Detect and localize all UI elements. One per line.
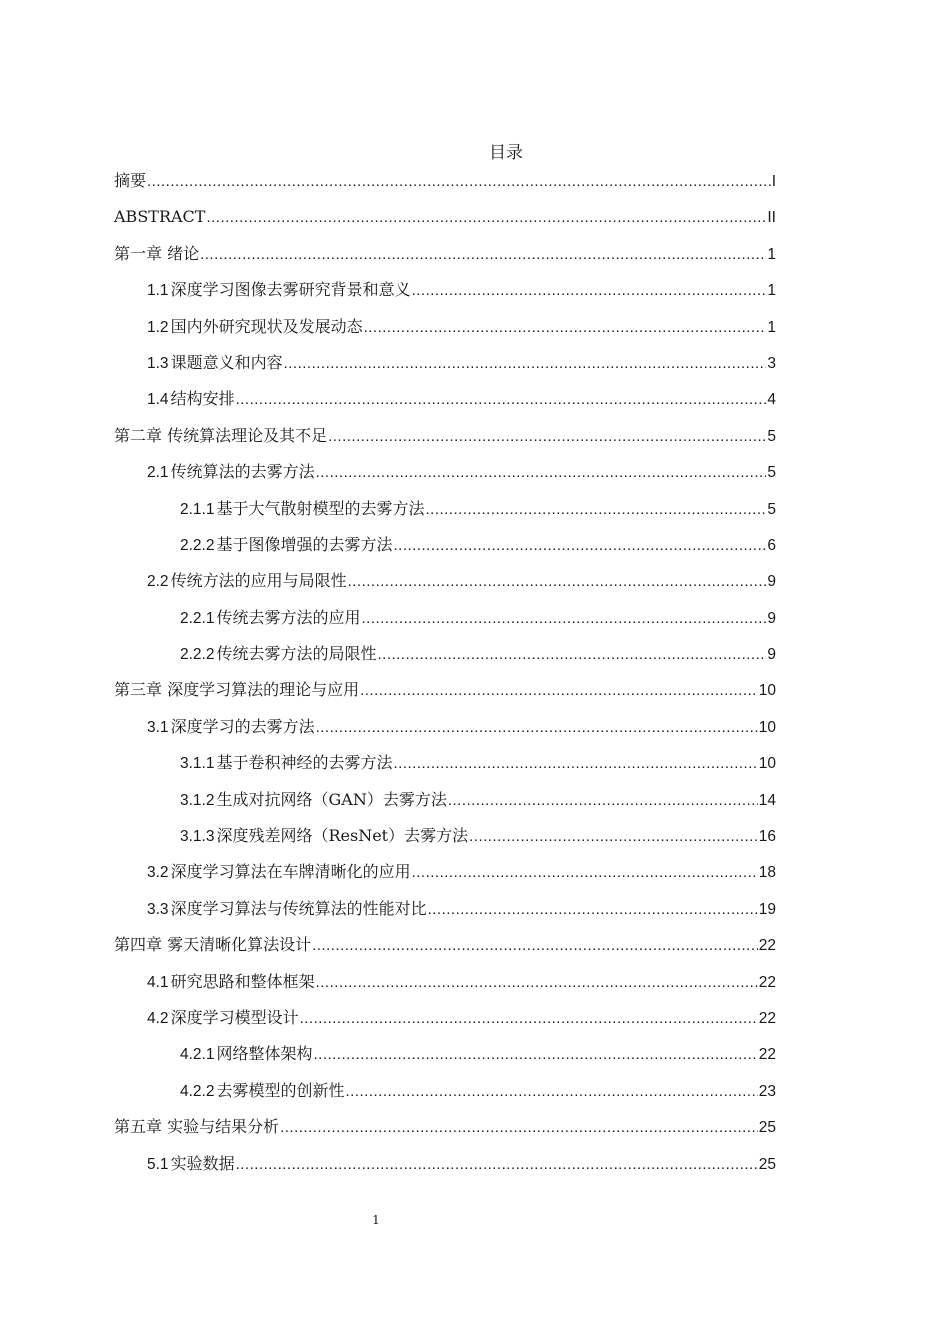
toc-entry-number: 3.1.1 [180,755,215,773]
toc-entry-title: 生成对抗网络（GAN）去雾方法 [216,789,447,809]
toc-entry-title: 第四章 雾天清晰化算法设计 [114,935,312,955]
toc-dot-leader [147,169,771,195]
toc-entry-page-number: 25 [758,1119,776,1137]
toc-entry-title: 课题意义和内容 [170,352,283,372]
toc-entry-title: 深度残差网络（ResNet）去雾方法 [216,826,469,846]
toc-entry[interactable] [114,859,776,895]
toc-dot-leader [412,278,767,304]
toc-entry-page-number: 22 [758,937,776,955]
toc-entry-page-number: 10 [758,682,776,700]
toc-entry-page-number: 9 [767,573,776,591]
toc-entry[interactable] [114,568,776,604]
toc-dot-leader [312,933,758,959]
toc-dot-leader [360,678,758,704]
toc-dot-leader [300,1006,758,1032]
toc-entry-title: 基于卷积神经的去雾方法 [216,753,393,773]
toc-entry-title: 国内外研究现状及发展动态 [170,316,363,336]
toc-entry-number: 1.1 [147,282,169,300]
toc-entry-title: 传统算法的去雾方法 [170,462,315,482]
toc-dot-leader [348,569,767,595]
toc-entry-page-number: 5 [767,464,776,482]
toc-entry-page-number: 22 [758,1046,776,1064]
toc-entry-title: 摘要 [114,171,147,190]
toc-entry-page-number: 19 [758,900,776,918]
toc-entry-page-number: 16 [758,828,776,846]
toc-entry[interactable] [114,1078,776,1114]
toc-entry-page-number: 14 [758,791,776,809]
toc-entry[interactable] [114,496,776,532]
toc-entry-number: 2.1.1 [180,500,215,518]
toc-entry[interactable] [114,896,776,932]
toc-entry-title: 深度学习图像去雾研究背景和意义 [170,280,411,300]
page-number-footer: 1 [372,1213,380,1227]
toc-dot-leader [394,533,767,559]
toc-entry-page-number: 10 [758,755,776,773]
toc-entry-title: ABSTRACT [114,207,206,227]
toc-entry[interactable] [114,1151,776,1187]
toc-entry[interactable] [114,605,776,641]
toc-dot-leader [316,970,758,996]
toc-entry-number: 1.4 [147,391,169,409]
toc-entry-number: 3.1 [147,718,169,736]
toc-entry-page-number: 18 [758,864,776,882]
toc-entry[interactable] [114,787,776,823]
toc-title: 目录 [489,143,523,163]
toc-entry-number: 2.2.2 [180,646,215,664]
toc-dot-leader [314,1042,758,1068]
toc-entry-page-number: 4 [767,391,776,409]
toc-entry[interactable] [114,1005,776,1041]
toc-entry-page-number: 5 [767,500,776,518]
toc-entry-page-number: 5 [767,427,776,445]
toc-entry-number: 1.2 [147,318,169,336]
toc-entry-number: 4.1 [147,973,169,991]
toc-entry-number: 3.3 [147,900,169,918]
toc-entry-title: 深度学习的去雾方法 [170,716,315,736]
toc-entry-page-number: 10 [758,718,776,736]
toc-entry[interactable] [114,314,776,350]
toc-entry-page-number: 1 [767,318,776,336]
toc-entry[interactable] [114,677,776,713]
toc-entry-title: 第三章 深度学习算法的理论与应用 [114,680,360,700]
toc-entry-page-number: 6 [767,536,776,554]
toc-entry[interactable] [114,459,776,495]
toc-entry[interactable] [114,386,776,422]
toc-entry-title: 传统方法的应用与局限性 [170,571,347,591]
toc-entry-title: 传统去雾方法的应用 [216,607,361,627]
toc-dot-leader [394,751,758,777]
toc-entry-number: 4.2 [147,1009,169,1027]
toc-dot-leader [206,205,766,231]
toc-dot-leader [200,242,766,268]
toc-dot-leader [316,460,767,486]
toc-entry-number: 5.1 [147,1155,169,1173]
toc-entry-title: 基于图像增强的去雾方法 [216,534,393,554]
toc-entry-number: 3.1.3 [180,828,215,846]
toc-entry-title: 网络整体架构 [216,1044,313,1064]
toc-entry-page-number: 1 [767,282,776,300]
toc-entry-title: 第二章 传统算法理论及其不足 [114,425,328,445]
toc-entry[interactable] [114,350,776,386]
toc-entry-number: 4.2.1 [180,1046,215,1064]
toc-entry-page-number: 1 [767,245,776,263]
toc-dot-leader [346,1079,758,1105]
toc-entry-page-number: 23 [758,1082,776,1100]
toc-dot-leader [448,788,758,814]
toc-entry-number: 3.1.2 [180,791,215,809]
toc-entry-title: 第五章 实验与结果分析 [114,1117,280,1137]
toc-entry[interactable] [114,932,776,968]
toc-entry-number: 2.2.2 [180,536,215,554]
toc-entry-title: 去雾模型的创新性 [216,1080,345,1100]
toc-entry-page-number: 9 [767,609,776,627]
toc-dot-leader [316,715,758,741]
toc-entry[interactable] [114,969,776,1005]
toc-entry-number: 4.2.2 [180,1082,215,1100]
toc-dot-leader [236,1152,758,1178]
toc-entry-title: 结构安排 [170,389,235,409]
toc-entry[interactable] [114,532,776,568]
toc-dot-leader [469,824,758,850]
toc-entry-title: 深度学习算法在车牌清晰化的应用 [170,862,411,882]
toc-entry-page-number: II [767,209,776,227]
toc-entry-page-number: 9 [767,646,776,664]
toc-dot-leader [236,387,767,413]
toc-entry[interactable] [114,241,776,277]
toc-entry-number: 2.1 [147,464,169,482]
toc-entry-title: 第一章 绪论 [114,243,200,263]
toc-entry-title: 深度学习算法与传统算法的性能对比 [170,898,427,918]
toc-entry-page-number: 22 [758,1009,776,1027]
toc-entry-title: 传统去雾方法的局限性 [216,644,377,664]
toc-entry-title: 基于大气散射模型的去雾方法 [216,498,425,518]
toc-entry-number: 2.2.1 [180,609,215,627]
toc-entry-page-number: 25 [758,1155,776,1173]
toc-dot-leader [362,606,767,632]
toc-dot-leader [378,642,767,668]
toc-entry-title: 深度学习模型设计 [170,1007,299,1027]
toc-entry-page-number: 3 [767,354,776,372]
toc-entry-page-number: I [771,173,776,190]
toc-dot-leader [284,351,767,377]
toc-entry-number: 3.2 [147,864,169,882]
toc-dot-leader [364,315,767,341]
toc-dot-leader [412,860,758,886]
toc-entry-title: 实验数据 [170,1153,235,1173]
toc-entry-number: 2.2 [147,573,169,591]
toc-entry[interactable] [114,641,776,677]
toc-entry-page-number: 22 [758,973,776,991]
toc-entry-title: 研究思路和整体框架 [170,971,315,991]
toc-entry[interactable] [114,423,776,459]
toc-dot-leader [280,1115,758,1141]
toc-entry-number: 1.3 [147,354,169,372]
toc-entry[interactable] [114,750,776,786]
toc-entry[interactable] [114,168,776,204]
toc-entry[interactable] [114,823,776,859]
toc-entry[interactable] [114,1114,776,1150]
toc-entry[interactable] [114,277,776,313]
toc-dot-leader [428,897,758,923]
toc-dot-leader [328,424,766,450]
toc-entry[interactable] [114,204,776,240]
toc-entry[interactable] [114,714,776,750]
table-of-contents [114,168,776,1187]
toc-entry[interactable] [114,1041,776,1077]
toc-dot-leader [426,497,767,523]
